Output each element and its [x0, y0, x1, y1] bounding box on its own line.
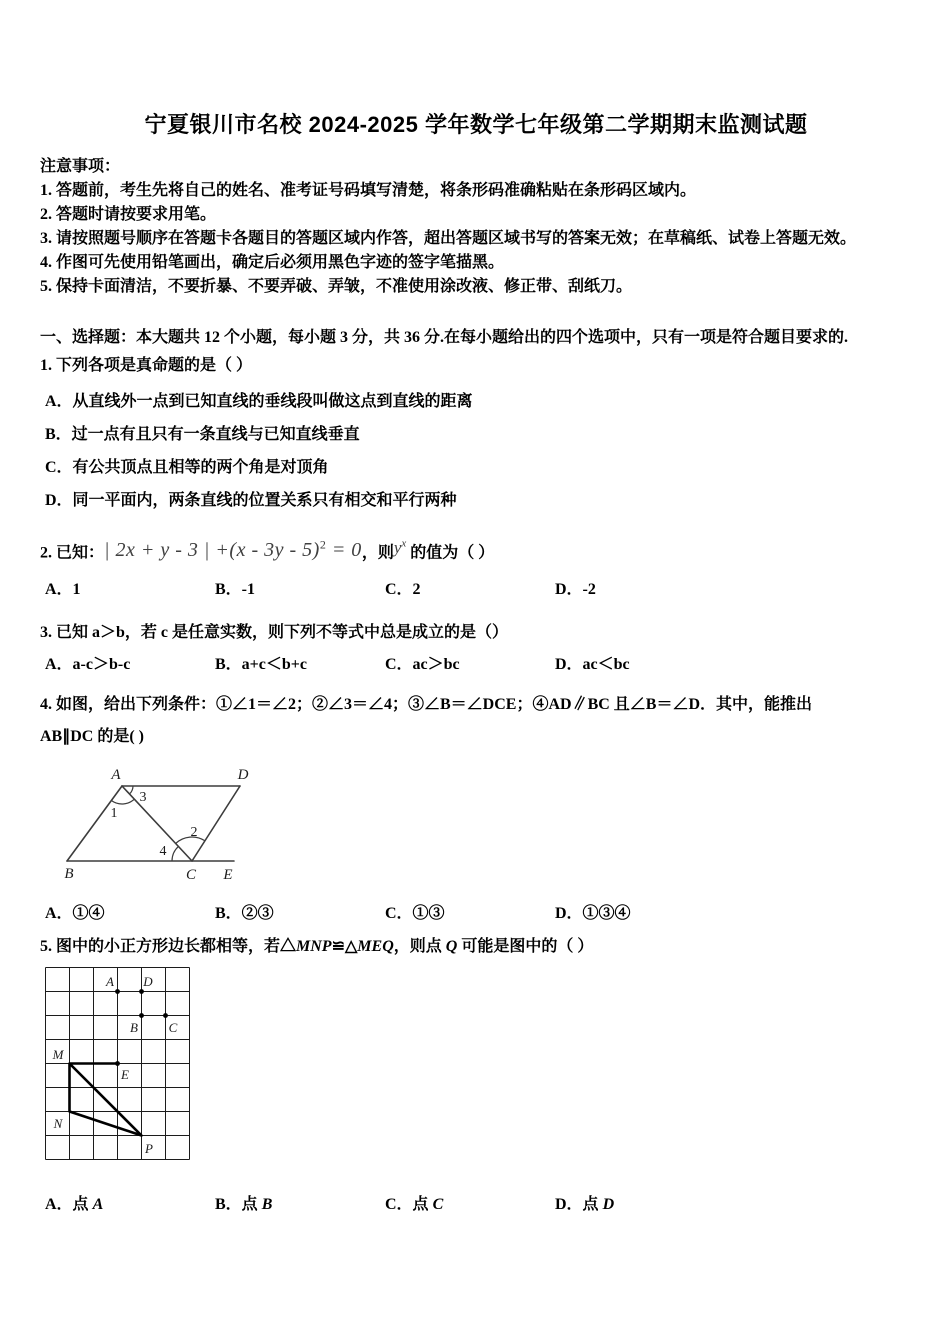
q2-stem-prefix: 2. 已知： [40, 544, 105, 562]
q5-label-D: D [143, 973, 153, 989]
q5-option-c: C．点 C [385, 1195, 444, 1213]
q5-label-C: C [168, 1019, 178, 1035]
q5-option-b: B．点 B [215, 1195, 273, 1213]
q4-angle-1: 1 [110, 805, 118, 821]
q3-options [40, 656, 912, 673]
q5-label-N: N [53, 1115, 63, 1131]
q1-stem: 1. 下列各项是真命题的是（ ） [40, 357, 253, 374]
q4-label-C: C [185, 866, 197, 883]
q3-stem: 3. 已知 a＞b，若 c 是任意实数，则下列不等式中总是成立的是（） [40, 623, 509, 641]
q4-label-D: D [237, 766, 249, 783]
q1-options [40, 393, 912, 509]
q5-stem: 5. 图中的小正方形边长都相等，若△MNP≌△MEQ，则点 Q 可能是图中的（ ） [40, 937, 594, 955]
notice-item: 1. 答题前，考生先将自己的姓名、准考证号码填写清楚，将条形码准确粘贴在条形码区域内。 [40, 182, 697, 199]
q5-label-P: P [145, 1140, 153, 1156]
q4-option-c: C．①③ [385, 904, 445, 922]
q3-option-d: D．ac＜bc [555, 655, 630, 673]
q4-option-b: B．②③ [215, 904, 274, 922]
question-1 [40, 355, 912, 509]
q1-option-b: B．过一点有且只有一条直线与已知直线垂直 [45, 426, 360, 443]
section-heading: 一、选择题：本大题共 12 个小题，每小题 3 分，共 36 分.在每小题给出的四个选项中，只有一项是符合题目要求的. [40, 329, 849, 346]
q4-options [40, 905, 912, 922]
q2-option-b: B．-1 [215, 580, 256, 598]
q4-stem: 4. 如图，给出下列条件：①∠1＝∠2；②∠3＝∠4；③∠B＝∠DCE；④AD∥BC 且∠B＝∠D．其中，能推出 AB∥DC 的是( ) [40, 695, 813, 745]
notice-item: 2. 答题时请按要求用笔。 [40, 206, 217, 223]
q3-option-a: A．a-c＞b-c [45, 655, 131, 673]
notice-item: 3. 请按照题号顺序在答题卡各题目的答题区域内作答，超出答题区域书写的答案无效；在草稿纸、试卷上答题无效。 [40, 230, 857, 247]
question-5 [40, 936, 912, 1213]
q5-option-d: D．点 D [555, 1195, 615, 1213]
q4-angle-3: 3 [139, 789, 147, 805]
q2-option-c: C．2 [385, 580, 421, 598]
point-B-dot [139, 1013, 144, 1018]
q4-angle-2: 2 [190, 824, 198, 840]
page-title: 宁夏银川市名校 2024-2025 学年数学七年级第二学期期末监测试题 [144, 112, 808, 137]
triangle-MNP-and-segment-ME [70, 1063, 142, 1135]
q1-option-d: D．同一平面内，两条直线的位置关系只有相交和平行两种 [45, 492, 457, 509]
point-D-dot [139, 989, 144, 994]
point-A-dot [115, 989, 120, 994]
q4-label-B: B [64, 865, 74, 882]
point-E-dot [115, 1061, 120, 1066]
q2-variable: $y^x$ [393, 537, 407, 557]
q4-label-E: E [223, 866, 233, 883]
q4-label-A: A [111, 766, 121, 783]
q5-options [40, 1196, 912, 1213]
q4-geometry-figure [42, 761, 262, 889]
question-4 [40, 689, 912, 922]
q3-option-c: C．ac＞bc [385, 655, 460, 673]
q5-grid-figure [44, 966, 191, 1162]
point-C-dot [163, 1013, 168, 1018]
q2-stem [40, 531, 912, 569]
notice-heading: 注意事项： [40, 158, 121, 175]
q4-option-d: D．①③④ [555, 904, 631, 922]
question-2 [40, 531, 912, 598]
q2-formula: | 2x + y - 3 | +(x - 3y - 5)$^2$ = 0 [104, 537, 362, 561]
question-3 [40, 622, 912, 673]
q2-option-a: A．1 [45, 580, 81, 598]
q2-options [40, 581, 912, 598]
q5-label-A: A [106, 973, 114, 989]
q2-stem-mid: ，则 [361, 544, 394, 562]
notice-item: 4. 作图可先使用铅笔画出，确定后必须用黑色字迹的签字笔描黑。 [40, 254, 505, 271]
q5-label-E: E [121, 1066, 129, 1082]
q5-label-M: M [52, 1046, 64, 1062]
q4-angle-4: 4 [159, 843, 167, 859]
q2-stem-suffix: 的值为（ ） [410, 544, 495, 562]
q1-option-c: C．有公共顶点且相等的两个角是对顶角 [45, 459, 329, 476]
q3-option-b: B．a+c＜b+c [215, 655, 308, 673]
notice-item: 5. 保持卡面清洁，不要折暴、不要弄破、弄皱，不准使用涂改液、修正带、刮纸刀。 [40, 278, 633, 295]
q5-option-a: A．点 A [45, 1195, 104, 1213]
q2-formula-exponent: 2 [319, 537, 327, 551]
q5-label-B: B [130, 1019, 138, 1035]
q4-option-a: A．①④ [45, 904, 105, 922]
q2-option-d: D．-2 [555, 580, 596, 598]
q1-option-a: A．从直线外一点到已知直线的垂线段叫做这点到直线的距离 [45, 393, 473, 410]
